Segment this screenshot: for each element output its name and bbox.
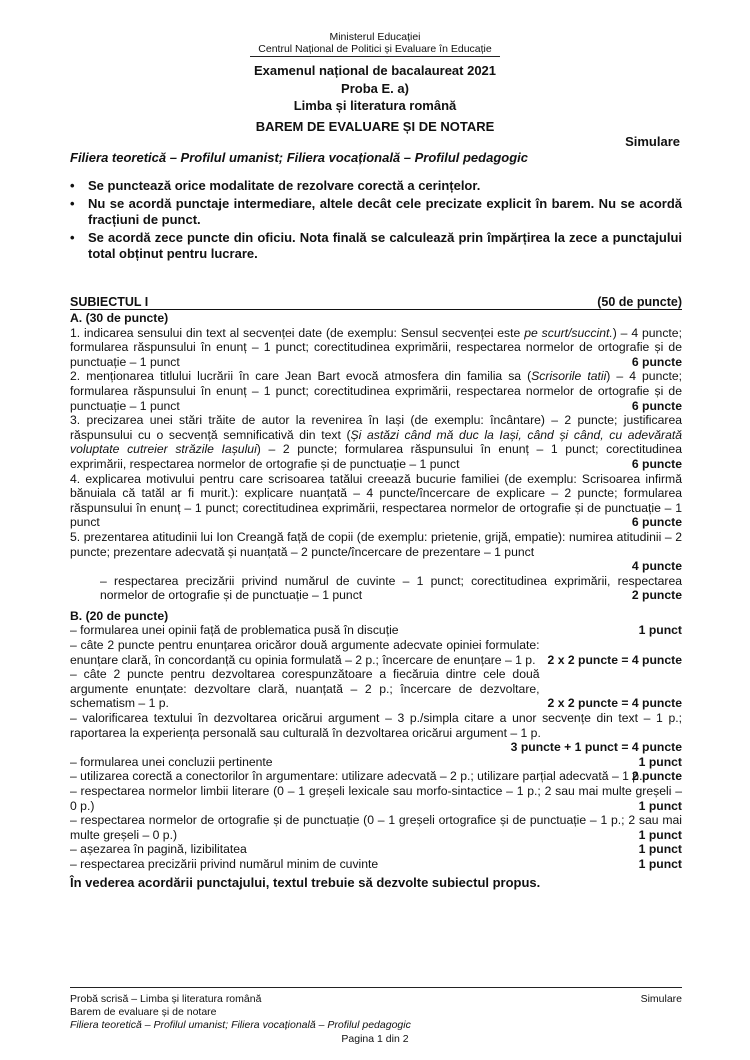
footer-line-2: Barem de evaluare și de notare [70,1006,217,1018]
footer-rule [70,987,682,988]
section-a-title: A. (30 de puncte) [70,311,169,325]
subiect-label: SUBIECTUL I [70,295,149,309]
rule-item: • Se punctează orice modalitate de rezolvare corectă a cerințelor. [70,178,682,194]
section-b-title: B. (20 de puncte) [70,608,169,623]
footer-subject: Probă scrisă – Limba și literatura română [70,993,262,1005]
item-text: ) – 4 puncte; formularea răspunsului în enunț – 1 punct; corectitudinea exprimării, respectarea normelor de ortografie și de punctuație – 1 punct [70,325,682,369]
b-item [70,769,682,784]
b-item-text: – valorificarea textului în dezvoltarea oricărui argument – 3 p./simpla citare a unor secvențe din text – 1 p.; raportarea la experiența personală sau culturală în dezvoltarea oricărui argument – 1 p. [70,711,682,740]
subiect-header [70,296,682,310]
item-points: 2 puncte [631,588,682,603]
item-1 [70,326,682,370]
subiect-content [70,296,682,890]
b-item [70,784,682,813]
item-extra [70,574,682,603]
footer-simulare: Simulare [640,993,682,1005]
b-item-text: – formularea unei concluzii pertinente [70,754,273,769]
b-item-text: – respectarea normelor limbii literare (0 – 1 greșeli lexicale sau morfo-sintactice – 1 p.; 2 sau mai multe greșeli – 0 p.) [70,784,682,813]
exam-title: Examenul național de bacalaureat 2021 [253,63,497,78]
b-item-points: 2 x 2 puncte = 4 puncte [547,652,682,667]
filiera-line: Filiera teoretică – Profilul umanist; Filiera vocațională – Profilul pedagogic [70,150,529,165]
item-text: – respectarea precizării privind numărul de cuvinte – 1 punct; corectitudinea exprimării, respectarea normelor de ortografie și de punctuație – 1 punct [100,573,682,603]
item-text: 5. prezentarea atitudinii lui Ion Creangă față de copii (de exemplu: prietenie, grijă, empatie): numirea atitudinii – 2 puncte; prezentare adecvată și nuanțată – 2 puncte/încercare de prezentare – 1 punct [70,529,682,559]
b-item-points: 1 punct [638,754,682,769]
final-note: În vederea acordării punctajului, textul trebuie să dezvolte subiectul propus. [70,874,541,890]
ministry-name: Ministerul Educației [329,31,421,43]
item-points: 4 puncte [631,559,682,574]
b-item [70,813,682,842]
item-5 [70,530,682,574]
item-italic: Scrisorile tatii [531,369,607,384]
b-item-text: – așezarea în pagină, lizibilitatea [70,842,247,857]
item-3 [70,413,682,471]
subiect-points: (50 de puncte) [597,295,682,309]
b-item-points: 2 x 2 puncte = 4 puncte [547,696,682,711]
b-item-text: – câte 2 puncte pentru enunțarea oricăror două argumente adecvate opiniei formulate: enunțare clară, în concordanță cu opinia formulată – 2 p.; încercare de enunțare – 1 p. [70,638,540,667]
b-item-points: 1 punct [638,842,682,857]
center-name: Centrul Național de Politici și Evaluare în Educație [258,43,492,55]
b-item-points: 1 punct [638,827,682,842]
b-item-points: 3 puncte + 1 punct = 4 puncte [510,740,682,755]
b-item-points: 1 punct [638,856,682,871]
general-rules-list [70,178,682,264]
item-italic: pe scurt/succint. [524,325,613,340]
barem-title: BAREM DE EVALUARE ȘI DE NOTARE [255,119,495,134]
item-text: 1. indicarea sensului din text al secvenței date (de exemplu: Sensul secvenței este [70,325,525,340]
item-text: 2. menționarea titlului lucrării în care Jean Bart evocă atmosfera din familia sa ( [70,369,532,384]
b-item [70,711,682,755]
rule-item: • Se acordă zece puncte din oficiu. Nota finală se calculează prin împărțirea la zece a punctajului total obținut pentru lucrare. [70,230,682,262]
item-points: 6 puncte [631,354,682,369]
item-text: 3. precizarea unei stări trăite de autor la revenirea în Iași (de exemplu: încântare) – 2 puncte; justificarea răspunsului cu o secvență semnificativă din text ( [70,413,682,442]
item-points: 6 puncte [631,456,682,471]
rule-item: • Nu se acordă punctaje intermediare, altele decât cele precizate explicit în barem. Nu se acordă fracțiuni de punct. [70,196,682,228]
page-number: Pagina 1 din 2 [341,1033,409,1045]
item-text: ) – 4 puncte; formularea răspunsului în enunț – 1 punct; corectitudinea exprimării, respectarea normelor de ortografie și de punctuație – 1 punct [70,369,682,413]
item-text: 4. explicarea motivului pentru care scrisoarea tatălui creează bucurie familiei (de exemplu: Scrisoarea infirmă bănuiala că tatăl ar fi murit.): explicare nuanțată – 4 puncte/încercare de explicare – 2 puncte; formularea răspunsului în enunț – 1 punct; corectitudinea exprimării, respectarea normelor de ortografie și de punctuație – 1 punct [70,471,682,530]
b-item [70,842,682,857]
item-points: 6 puncte [631,515,682,530]
b-item [70,755,682,770]
b-item [70,667,682,711]
exam-proba: Proba E. a) [341,81,409,96]
item-points: 6 puncte [631,398,682,413]
b-item [70,857,682,872]
b-item-text: – respectarea precizării privind numărul minim de cuvinte [70,856,379,871]
footer-line-3: Filiera teoretică – Profilul umanist; Filiera vocațională – Profilul pedagogic [70,1019,411,1031]
footer-line-1 [70,993,682,1006]
b-item-text: – formularea unei opinii față de problematica pusă în discuție [70,623,399,638]
b-item-text: – câte 2 puncte pentru dezvoltarea corespunzătoare a fiecăruia dintre cele două argumente enunțate: dezvoltare clară, nuanțată – 2 p.; încercare de dezvoltare, schematism – 1 p. [70,667,540,711]
exam-subject: Limba și literatura română [293,98,457,113]
b-item-text: – utilizarea corectă a conectorilor în argumentare: utilizare adecvată – 2 p.; utilizare parțial adecvată – 1 p. [70,769,643,784]
item-italic: Și astăzi când mă duc la Iași, când și când, cu adevărată voluptate cutreier străzile Iașului [70,427,683,457]
simulare-label: Simulare [625,134,680,149]
b-item-points: 2 puncte [631,769,682,784]
b-item-text: – respectarea normelor de ortografie și de punctuație (0 – 1 greșeli ortografice și de punctuație – 1 p.; 2 sau mai multe greșeli – 0 p.) [70,813,682,842]
item-text: ) – 2 puncte; formularea răspunsului în enunț – 1 punct; corectitudinea exprimării, respectarea normelor de ortografie și de punctuație – 1 punct [70,442,682,471]
b-item-points: 1 punct [638,798,682,813]
b-item-points: 1 punct [638,623,682,638]
b-item [70,638,682,667]
item-4 [70,472,682,530]
b-item [70,623,682,638]
item-2 [70,369,682,413]
header-rule [250,56,500,57]
